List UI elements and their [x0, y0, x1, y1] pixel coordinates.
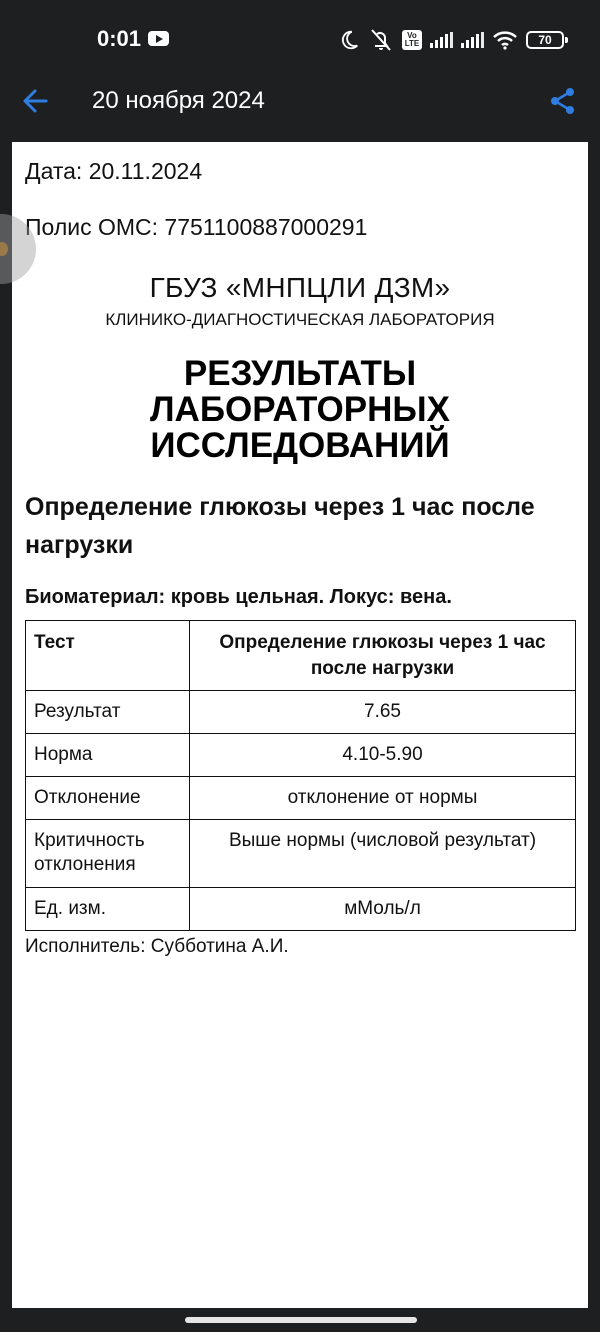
organization-name: ГБУЗ «МНПЦЛИ ДЗМ» [149, 272, 451, 303]
results-table [25, 620, 576, 931]
moon-icon [338, 29, 360, 51]
table-header-row [26, 621, 576, 691]
row-value: отклонение от нормы [190, 777, 576, 820]
row-value: мМоль/л [190, 888, 576, 931]
insurance-policy: Полис ОМС: 7751100887000291 [25, 214, 368, 240]
arrow-left-icon [21, 87, 49, 115]
row-label: Норма [26, 734, 190, 777]
signal-icon [430, 32, 453, 48]
document-title-line: ЛАБОРАТОРНЫХ [150, 390, 450, 429]
document-title [12, 356, 588, 464]
header-label: Тест [26, 621, 190, 691]
signal-icon [461, 32, 484, 48]
table-row [26, 888, 576, 931]
share-button[interactable] [546, 84, 580, 118]
table-row [26, 777, 576, 820]
volte-icon: Vo LTE [402, 30, 422, 50]
mute-icon [368, 28, 394, 52]
row-label: Критичность отклонения [26, 820, 190, 888]
laboratory-name: КЛИНИКО-ДИАГНОСТИЧЕСКАЯ ЛАБОРАТОРИЯ [105, 310, 495, 329]
wifi-icon [492, 30, 518, 50]
test-heading: Определение глюкозы через 1 час после нагрузки [25, 493, 535, 559]
biomaterial-line: Биоматериал: кровь цельная. Локус: вена. [25, 586, 452, 608]
header-value: Определение глюкозы через 1 час после нагрузки [190, 621, 576, 691]
status-icons [338, 26, 566, 54]
document-date: Дата: 20.11.2024 [25, 158, 203, 184]
row-value: 4.10-5.90 [190, 734, 576, 777]
table-row [26, 820, 576, 888]
lab-result-document [12, 142, 588, 1308]
table-row [26, 734, 576, 777]
table-row [26, 691, 576, 734]
status-bar [0, 0, 600, 78]
row-label: Результат [26, 691, 190, 734]
row-value: 7.65 [190, 691, 576, 734]
row-label: Отклонение [26, 777, 190, 820]
gesture-nav-handle[interactable] [185, 1317, 417, 1323]
status-time: 0:01 [97, 26, 142, 51]
share-icon [549, 87, 577, 115]
row-label: Ед. изм. [26, 888, 190, 931]
row-value: Выше нормы (числовой результат) [190, 820, 576, 888]
battery-icon: 70 [526, 31, 564, 49]
document-title-line: РЕЗУЛЬТАТЫ [183, 354, 417, 393]
document-title-line: ИССЛЕДОВАНИЙ [150, 426, 450, 465]
page-title: 20 ноября 2024 [92, 87, 265, 114]
youtube-icon [148, 31, 169, 46]
performer-line: Исполнитель: Субботина А.И. [25, 936, 289, 957]
app-bar [0, 78, 600, 142]
back-button[interactable] [18, 84, 52, 118]
